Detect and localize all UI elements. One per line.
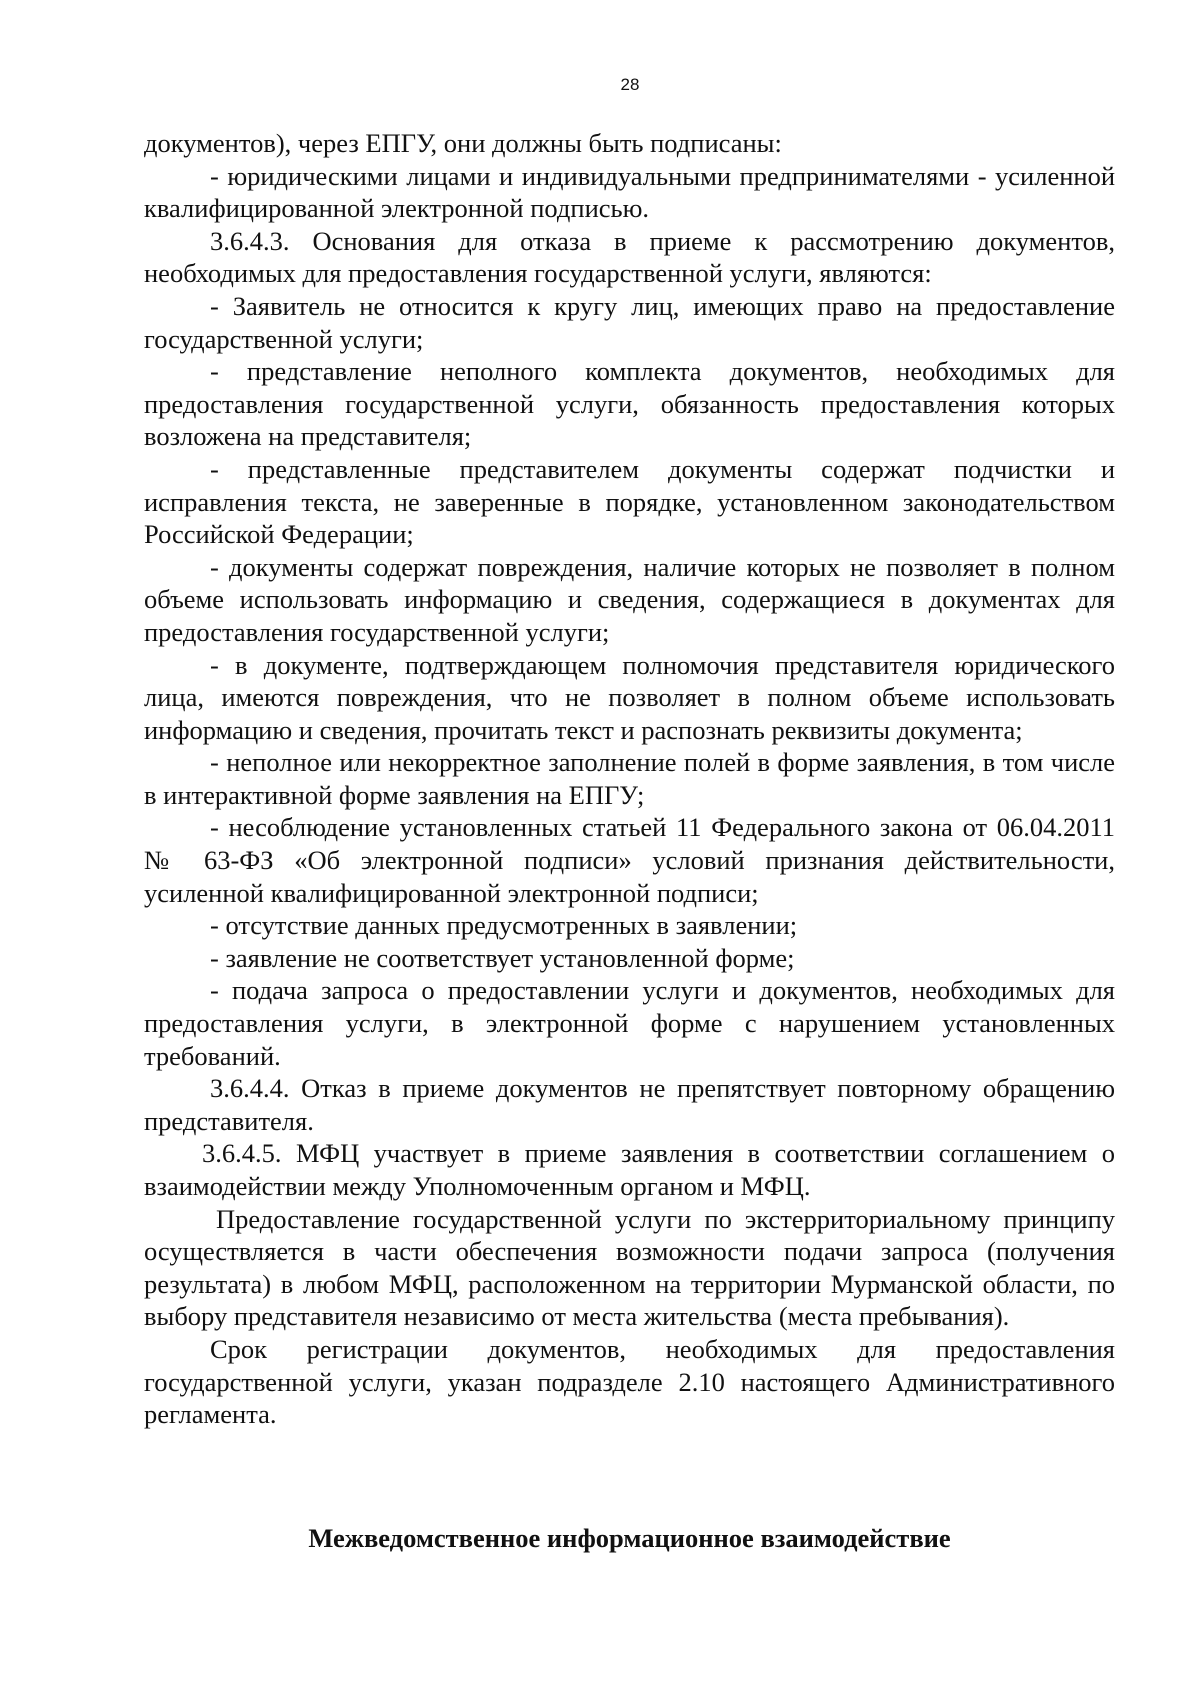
list-item-refusal-reason: - Заявитель не относится к кругу лиц, имеющих право на предоставление государственной услуги; [144, 290, 1115, 354]
paragraph-3-6-4-3: 3.6.4.3. Основания для отказа в приеме к рассмотрению документов, необходимых для предоставления государственной услуги, являются: [144, 225, 1115, 289]
list-item-refusal-reason: - представленные представителем документы содержат подчистки и исправления текста, не заверенные в порядке, установленном законодательством Российской Федерации; [144, 453, 1115, 550]
list-item-refusal-reason: - в документе, подтверждающем полномочия представителя юридического лица, имеются повреждения, что не позволяет в полном объеме использовать информацию и сведения, прочитать текст и распознать реквизиты документа; [144, 649, 1115, 745]
list-item-refusal-reason: - заявление не соответствует установленной форме; [210, 942, 795, 973]
section-heading: Межведомственное информационное взаимодействие [308, 1523, 951, 1553]
list-item-refusal-reason: - неполное или некорректное заполнение полей в форме заявления, в том числе в интерактивной форме заявления на ЕПГУ; [144, 747, 1115, 810]
list-item-refusal-reason: - документы содержат повреждения, наличие которых не позволяет в полном объеме использовать информацию и сведения, содержащиеся в документах для предоставления государственной услуги; [144, 551, 1115, 647]
document-body [144, 127, 1115, 1431]
list-item-refusal-reason: - несоблюдение установленных статьей 11 Федерального закона от 06.04.2011 № 63-ФЗ «Об электронной подписи» условий признания действительности, усиленной квалифицированной электронной подписи; [144, 812, 1115, 908]
paragraph-registration-term: Срок регистрации документов, необходимых для предоставления государственной услуги, указан подразделе 2.10 настоящего Административного регламента. [144, 1333, 1115, 1430]
page-number: 28 [620, 75, 640, 94]
paragraph-signature-requirement: - юридическими лицами и индивидуальными предпринимателями - усиленной квалифицированной электронной подписью. [144, 160, 1115, 224]
paragraph-continuation: документов), через ЕПГУ, они должны быть подписаны: [144, 128, 782, 158]
list-item-refusal-reason: - подача запроса о предоставлении услуги и документов, необходимых для предоставления услуги, в электронной форме с нарушением установленных требований. [144, 975, 1115, 1071]
paragraph-3-6-4-5: 3.6.4.5. МФЦ участвует в приеме заявления в соответствии соглашением о взаимодействии между Уполномоченным органом и МФЦ. [144, 1138, 1115, 1201]
paragraph-3-6-4-4: 3.6.4.4. Отказ в приеме документов не препятствует повторному обращению представителя. [144, 1073, 1115, 1136]
paragraph-extraterritorial: Предоставление государственной услуги по экстерриториальному принципу осуществляется в части обеспечения возможности подачи запроса (получения результата) в любом МФЦ, расположенном на территории Мурманской области, по выбору представителя независимо от места жительства (места пребывания). [144, 1203, 1115, 1332]
list-item-refusal-reason: - представление неполного комплекта документов, необходимых для предоставления государственной услуги, обязанность предоставления которых возложена на представителя; [144, 356, 1115, 452]
list-item-refusal-reason: - отсутствие данных предусмотренных в заявлении; [210, 910, 798, 941]
